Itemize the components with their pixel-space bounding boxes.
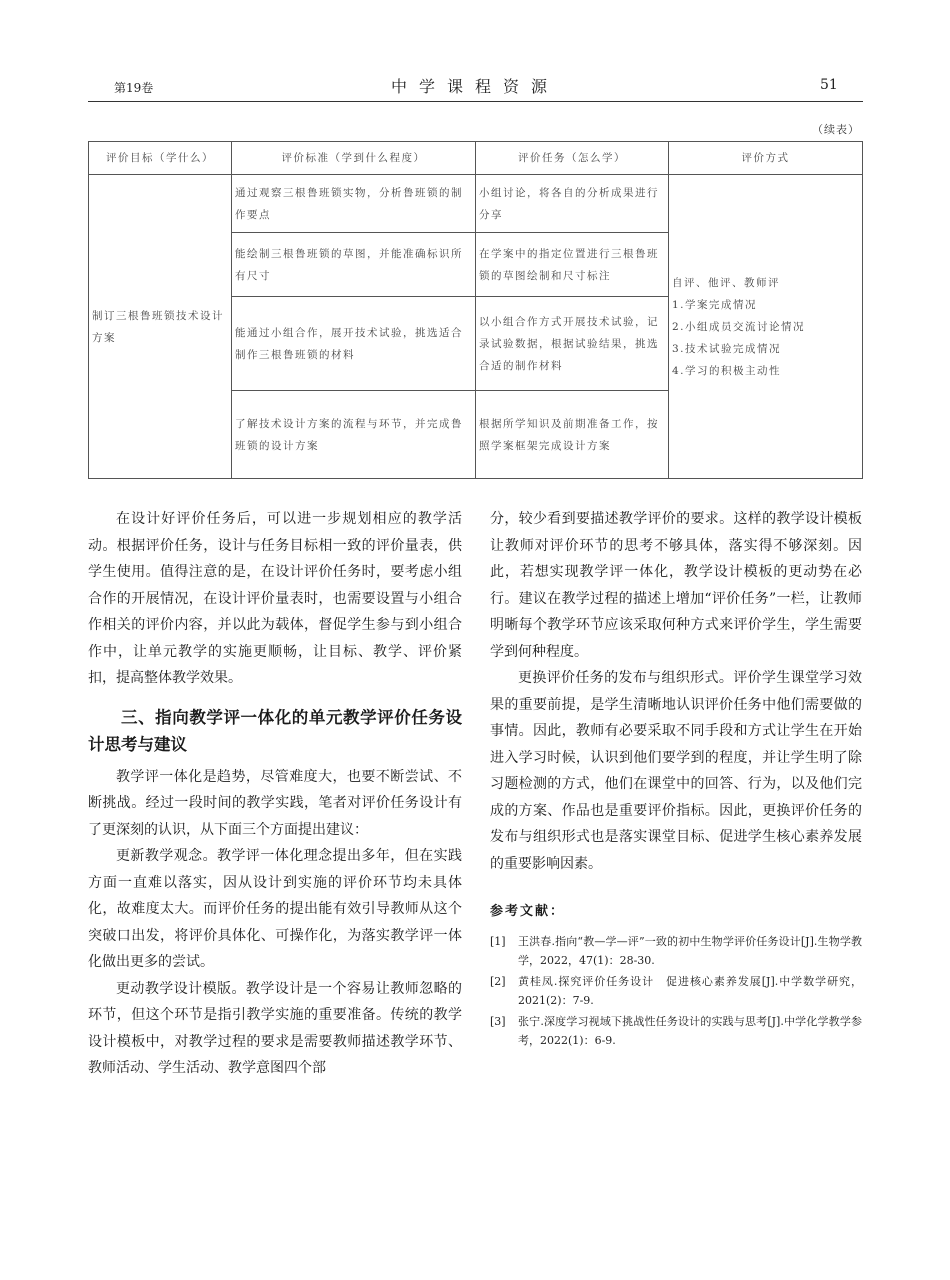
header-rule bbox=[88, 101, 863, 102]
standard-cell: 通过观察三根鲁班锁实物，分析鲁班锁的制作要点 bbox=[232, 175, 476, 233]
reference-item bbox=[490, 972, 862, 1010]
task-cell: 根据所学知识及前期准备工作，按照学案框架完成设计方案 bbox=[476, 391, 669, 479]
standard-cell: 能绘制三根鲁班锁的草图，并能准确标识所有尺寸 bbox=[232, 233, 476, 297]
reference-number: [1] bbox=[490, 934, 506, 948]
paragraph: 更新教学观念。教学评一体化理念提出多年，但在实践方面一直难以落实，因从设计到实施的评价环节均未具体化，故难度太大。而评价任务的提出能有效引导教师从这个突破口出发，将评价具体化、可操作化，为落实教学评一体化做出更多的尝试。 bbox=[88, 848, 462, 970]
left-column bbox=[88, 506, 462, 1082]
column-header: 评价方式 bbox=[669, 142, 863, 175]
references-list bbox=[490, 932, 862, 1050]
reference-item bbox=[490, 932, 862, 970]
journal-title: 中学课程资源 bbox=[390, 77, 559, 96]
page-number: 51 bbox=[820, 77, 838, 93]
reference-number: [3] bbox=[490, 1014, 506, 1028]
right-column bbox=[490, 506, 862, 1052]
task-cell: 在学案中的指定位置进行三根鲁班锁的草图绘制和尺寸标注 bbox=[476, 233, 669, 297]
reference-item bbox=[490, 1012, 862, 1050]
paragraph: 更动教学设计模版。教学设计是一个容易让教师忽略的环节，但这个环节是指引教学实施的重要准备。传统的教学设计模板中，对教学过程的要求是需要教师描述教学环节、教师活动、学生活动、教学意图四个部 bbox=[88, 980, 462, 1076]
standard-cell: 了解技术设计方案的流程与环节，并完成鲁班锁的设计方案 bbox=[232, 391, 476, 479]
method-item: 1.学案完成情况 bbox=[672, 298, 758, 311]
reference-text: 王洪春.指向“教—学—评”一致的初中生物学评价任务设计[J].生物学教学，2022，47(1)：28-30. bbox=[518, 934, 862, 967]
method-item: 2.小组成员交流讨论情况 bbox=[672, 320, 806, 333]
goal-cell: 制订三根鲁班锁技术设计方案 bbox=[89, 175, 232, 479]
method-item: 4.学习的积极主动性 bbox=[672, 364, 782, 377]
table-continued-label: （续表） bbox=[812, 123, 860, 136]
table-row bbox=[89, 175, 863, 233]
column-header: 评价任务（怎么学） bbox=[476, 142, 669, 175]
column-header: 评价标准（学到什么程度） bbox=[232, 142, 476, 175]
volume-label: 第19卷 bbox=[114, 81, 154, 95]
method-cell bbox=[669, 175, 863, 479]
reference-number: [2] bbox=[490, 974, 506, 988]
method-title: 自评、他评、教师评 bbox=[672, 276, 780, 289]
evaluation-table bbox=[88, 141, 863, 479]
paragraph: 更换评价任务的发布与组织形式。评价学生课堂学习效果的重要前提，是学生清晰地认识评价任务中他们需要做的事情。因此，教师有必要采取不同手段和方式让学生在开始进入学习时候，认识到他们要学到的程度，并让学生明了除习题检测的方式，他们在课堂中的回答、行为，以及他们完成的方案、作品也是重要评价指标。因此，更换评价任务的发布与组织形式也是落实课堂目标、促进学生核心素养发展的重要影响因素。 bbox=[490, 670, 862, 872]
column-header: 评价目标（学什么） bbox=[89, 142, 232, 175]
method-item: 3.技术试验完成情况 bbox=[672, 342, 782, 355]
standard-cell: 能通过小组合作，展开技术试验，挑选适合制作三根鲁班锁的材料 bbox=[232, 297, 476, 391]
task-cell: 小组讨论，将各自的分析成果进行分享 bbox=[476, 175, 669, 233]
task-cell: 以小组合作方式开展技术试验，记录试验数据，根据试验结果，挑选合适的制作材料 bbox=[476, 297, 669, 391]
reference-text: 张宁.深度学习视域下挑战性任务设计的实践与思考[J].中学化学教学参考，2022(1)：6-9. bbox=[518, 1014, 862, 1047]
section-heading: 三、指向教学评一体化的单元教学评价任务设计思考与建议 bbox=[88, 707, 462, 754]
paragraph: 在设计好评价任务后，可以进一步规划相应的教学活动。根据评价任务，设计与任务目标相一致的评价量表，供学生使用。值得注意的是，在设计评价任务时，要考虑小组合作的开展情况，在设计评价量表时，也需要设置与小组合作相关的评价内容，并以此为载体，督促学生参与到小组合作中，让单元教学的实施更顺畅，让目标、教学、评价紧扣，提高整体教学效果。 bbox=[88, 511, 462, 686]
paragraph: 教学评一体化是趋势，尽管难度大，也要不断尝试、不断挑战。经过一段时间的教学实践，笔者对评价任务设计有了更深刻的认识，从下面三个方面提出建议： bbox=[88, 768, 462, 838]
references-heading: 参考文献： bbox=[490, 904, 566, 919]
paragraph-continued: 分，较少看到要描述教学评价的要求。这样的教学设计模板让教师对评价环节的思考不够具体，落实得不够深刻。因此，若想实现教学评一体化，教学设计模板的更动势在必行。建议在教学过程的描述上增加“评价任务”一栏，让教师明晰每个教学环节应该采取何种方式来评价学生，学生需要学到何种程度。 bbox=[490, 511, 862, 660]
table-header-row bbox=[89, 142, 863, 175]
reference-text: 黄桂凤.探究评价任务设计 促进核心素养发展[J].中学数学研究，2021(2)：7-9. bbox=[518, 974, 862, 1007]
